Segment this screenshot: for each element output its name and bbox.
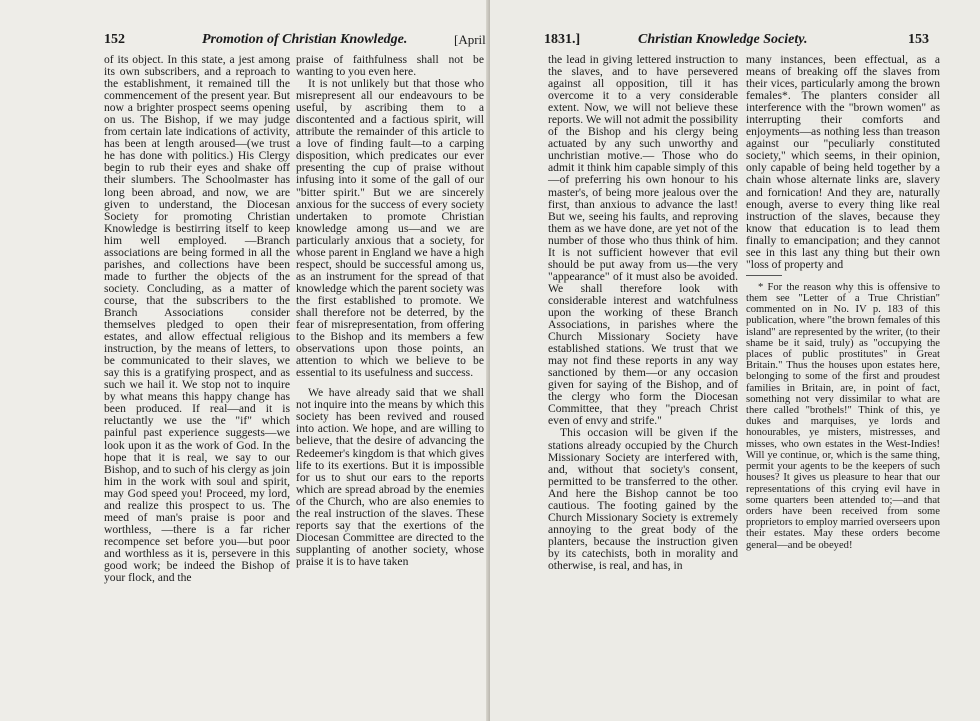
page-number: 152: [104, 32, 125, 47]
issue-year: 1831.]: [544, 32, 581, 47]
issue-date: [April: [454, 32, 486, 47]
paragraph: This occasion will be given if the stations already occupied by the Church Missionary Society are interfered with, and, without that society's consent, permitted to be transferred to the other. And here the Bishop cannot be too cautious. The footing gained by the Church Missionary Society is extremely annoying to the great body of the planters, because the instruction given by its catechists, both in morality and otherwise, is real, and has, in: [548, 426, 738, 572]
paragraph: praise of faithfulness shall not be wanting to you even here.: [296, 53, 484, 79]
left-column-2: [296, 54, 484, 568]
paragraph: the lead in giving lettered instruction to the slaves, and to have persevered against all opposition, till it has overcome it to a very considerable extent. Now, we will not believe these reports. We will not admit the possibility of the Bishop and his clergy being actuated by any such unworthy and unchristian motive.— Those who do admit it think him capable simply of this—of preferring his own honour to his master's, of being more jealous over the first, than anxious to advance the last! But we, seeing his faults, and reproving them as we have done, are yet not of the number of those who thus think of him. It is not sufficient however that evil should be put away from us—the very "appearance" of it must also be avoided. We shall therefore look with considerable interest and watchfulness upon the working of these Branch Associations, in parishes where the Church Missionary Society have established stations. We trust that we may not find these reports in any way sanctioned by them—or any occasion given for saying of the Bishop, and of the clergy who form the Diocesan Committee, that they "preach Christ even of envy and strife.": [548, 53, 738, 428]
footnote-rule: [746, 275, 782, 276]
paragraph: It is not unlikely but that those who misrepresent all our endeavours to be useful, by ascribing them to a discontented and a factious spirit, will attribute the remainder of this article to a love of finding fault—to a carping disposition, which predicates our ever presenting the cup of praise without infusing into it some of the gall of our "bitter spirit." But we are sincerely anxious for the success of every society undertaken to promote Christian knowledge among us—and we are particularly anxious that a society, for whose parent in England we have a high respect, should be successful among us, as an instrument for the spread of that knowledge which the parent society was the first established to promote. We shall therefore not be deterred, by the fear of misrepresentation, from offering to the Bishop and its members a few observations upon those points, an attention to which we believe to be essential to its usefulness and success.: [296, 77, 484, 380]
paragraph: of its object. In this state, a jest among its own subscribers, and a reproach to the establishment, it remained till the commencement of the present year. But now a brighter prospect seems opening on us. The Bishop, if we may judge from certain late indications of activity, has been at length aroused—(we trust he has done with politics.) His Clergy begin to rub their eyes and shake off their slumbers. The Schoolmaster has long been abroad, and now, we are given to understand, the Diocesan Society for promoting Christian Knowledge is bestirring itself to keep him well employed. —Branch associations are being formed in all the parishes, and collections have been made to further the objects of the society. Concluding, as a matter of course, that the subscribers to the Branch Associations consider themselves pledged to open their estates, and allow effectual religious instruction, by the means of letters, to be communicated to their slaves, we say this is a gratifying prospect, and as such we hail it. We stop not to inquire by what means this happy change has been produced. If real—and it is reluctantly we use the "if" which painful past experience suggests—we look upon it as the work of God. In the hope that it is real, we say to our Bishop, and to such of his clergy as join him in the work with soul and spirit, may God speed you! Proceed, my lord, and realize this prospect to us. The meed of man's praise is poor and worthless, —there is a far richer recompence set before you—but poor and worthless as it is, persevere in this good work; be indeed the Bishop of your flock, and the: [104, 53, 290, 585]
left-page-header: [0, 32, 490, 52]
right-column-2: [746, 54, 940, 551]
left-column-1: [104, 54, 290, 584]
paragraph: We have already said that we shall not inquire into the means by which this society has been revived and roused into action. We hope, and are willing to believe, that the desire of advancing the Redeemer's kingdom is that which gives life to its exertions. But it is impossible for us to shut our ears to the reports which are spread abroad by the enemies of the Church, who are also enemies to the real instruction of the slaves. These reports say that the exertions of the Diocesan Committee are directed to the supplanting of another society, whose praise it is to have taken: [296, 386, 484, 568]
running-title: Promotion of Christian Knowledge.: [202, 32, 408, 47]
running-title: Christian Knowledge Society.: [638, 32, 808, 47]
right-page-header: [490, 32, 980, 52]
right-column-1: [548, 54, 738, 572]
paragraph: many instances, been effectual, as a means of breaking off the slaves from their vices, particularly among the brown females*. The planters consider all interference with the "brown women" as interrupting their comforts and enjoyments—as nothing less than treason against our "peculiarly constituted society," which seems, in their opinion, only capable of being held together by a chain whose alternate links are, slavery and fornication! And they are, naturally enough, averse to every thing like real instruction of the slaves, because they know that education is to lead them finally to emancipation; and they cannot see in this last any thing but their own "loss of property and: [746, 53, 940, 271]
right-page: [490, 0, 980, 721]
footnote: * For the reason why this is offensive to them see "Letter of a True Christian" commented on in No. IV p. 183 of this publication, where "the brown females of this island" are represented by the writer, (to their shame be it said, truly) as "occupying the places of public prostitutes" in Great Britain." Thus the houses upon estates here, belonging to some of the first and proudest families in Britain, are, in point of fact, something not very dissimilar to what are there called "brothels!" Think of this, ye dukes and marquises, ye lords and honourables, ye misters, mistresses, and misses, who own estates in the West-Indies! Will ye continue, or, which is the same thing, permit your agents to be the keepers of such houses? It gives us pleasure to hear that our representations of this crying evil have in some quarters been attended to;—and that orders have been received from some proprietors to employ married overseers upon their estates. May these orders become general—and be obeyed!: [746, 281, 940, 551]
page-number: 153: [908, 32, 929, 47]
